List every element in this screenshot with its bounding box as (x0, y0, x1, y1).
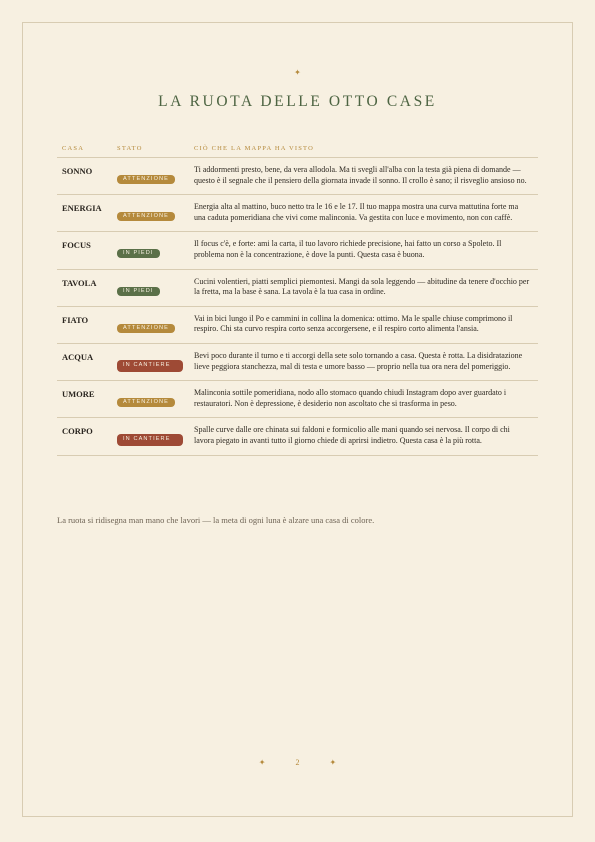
table-body (57, 158, 538, 456)
table-row (57, 307, 538, 344)
house-description: Malinconia sottile pomeridiana, nodo allo stomaco quando chiudi Instagram dopo aver guardato i restauratori. Non è depressione, è desiderio non ascoltato che si trasforma in peso. (194, 388, 507, 408)
table-row (57, 195, 538, 232)
house-description: Il focus c'è, e forte: ami la carta, il tuo lavoro richiede precisione, hai fatto un corso a Spoleto. Il problema non è la concentrazione, è dove la punti. Questa casa è buona. (194, 239, 502, 259)
house-description: Bevi poco durante il turno e ti accorgi della sete solo tornando a casa. Questa è rotta. La disidratazione lieve peggiora stanchezza, mal di testa e umore basso — proprio nella tua ora nera del pomeriggio. (194, 350, 523, 371)
house-name: SONNO (62, 166, 93, 176)
status-badge: ATTENZIONE (117, 175, 175, 184)
page-number: 2 (295, 758, 300, 767)
house-name: TAVOLA (62, 277, 97, 288)
status-badge: IN PIEDI (117, 287, 160, 296)
status-cell (117, 425, 194, 446)
house-description: Vai in bici lungo il Po e cammini in collina la domenica: ottimo. Ma le spalle chiuse comprimono il respiro. Chi sta curvo respira corto senza accorgersene, e il respiro corto alimenta l'ansia. (194, 313, 513, 334)
status-badge: ATTENZIONE (117, 398, 175, 407)
page-title: LA RUOTA DELLE OTTO CASE (158, 93, 437, 110)
house-name: UMORE (62, 389, 95, 400)
houses-table (57, 140, 538, 456)
status-badge: IN PIEDI (117, 249, 160, 258)
table-row (57, 381, 538, 418)
house-name: ENERGIA (62, 203, 102, 214)
header-desc: CIÒ CHE LA MAPPA HA VISTO (194, 145, 315, 152)
table-row (57, 270, 538, 307)
star-ornament-icon: ✦ (294, 68, 301, 77)
status-badge: IN CANTIERE (117, 434, 183, 446)
footnote: La ruota si ridisegna man mano che lavori — la meta di ogni luna è alzare una casa di colore. (57, 515, 375, 525)
status-badge: ATTENZIONE (117, 324, 175, 333)
table-header (57, 140, 538, 158)
star-ornament-icon: ✦ (258, 758, 266, 767)
house-name: FOCUS (62, 240, 91, 251)
house-description: Energia alta al mattino, buco netto tra le 16 e le 17. Il tuo mappa mostra una curva mattutina forte ma una caduta pomeridiana che vivi come malinconia. Va gestita con luce e movimento, non con caffè. (194, 202, 519, 222)
status-cell (117, 351, 194, 372)
header-stato: STATO (117, 145, 143, 152)
status-cell (117, 202, 194, 221)
table-row (57, 344, 538, 381)
status-cell (117, 165, 194, 184)
house-description: Spalle curve dalle ore chinata sui faldoni e formicolio alle mani quando sei nervosa. Il corpo di chi lavora piegato in avanti tutto il giorno chiede di aprirsi indietro. Questa casa è la più rotta. (194, 425, 510, 445)
table-row (57, 232, 538, 269)
page-footer (0, 758, 595, 767)
table-row (57, 158, 538, 195)
house-description: Ti addormenti presto, bene, da vera allodola. Ma ti svegli all'alba con la testa già piena di domande — questo è il segnale che il pensiero della giornata invade il sonno. Il crollo è sano; il risveglio ansioso no. (194, 165, 527, 185)
status-cell (117, 239, 194, 258)
house-description: Cucini volentieri, piatti semplici piemontesi. Mangi da sola leggendo — abitudine da tenere d'occhio per la fretta, ma la base è sana. La tavola è la tua casa in ordine. (194, 276, 530, 297)
status-badge: IN CANTIERE (117, 360, 183, 372)
header-casa: CASA (62, 145, 85, 152)
status-cell (117, 277, 194, 296)
star-ornament-icon: ✦ (329, 758, 337, 767)
house-name: FIATO (62, 314, 89, 325)
house-name: CORPO (62, 426, 93, 437)
table-row (57, 418, 538, 455)
status-badge: ATTENZIONE (117, 212, 175, 221)
status-cell (117, 388, 194, 407)
house-name: ACQUA (62, 351, 94, 362)
status-cell (117, 314, 194, 333)
